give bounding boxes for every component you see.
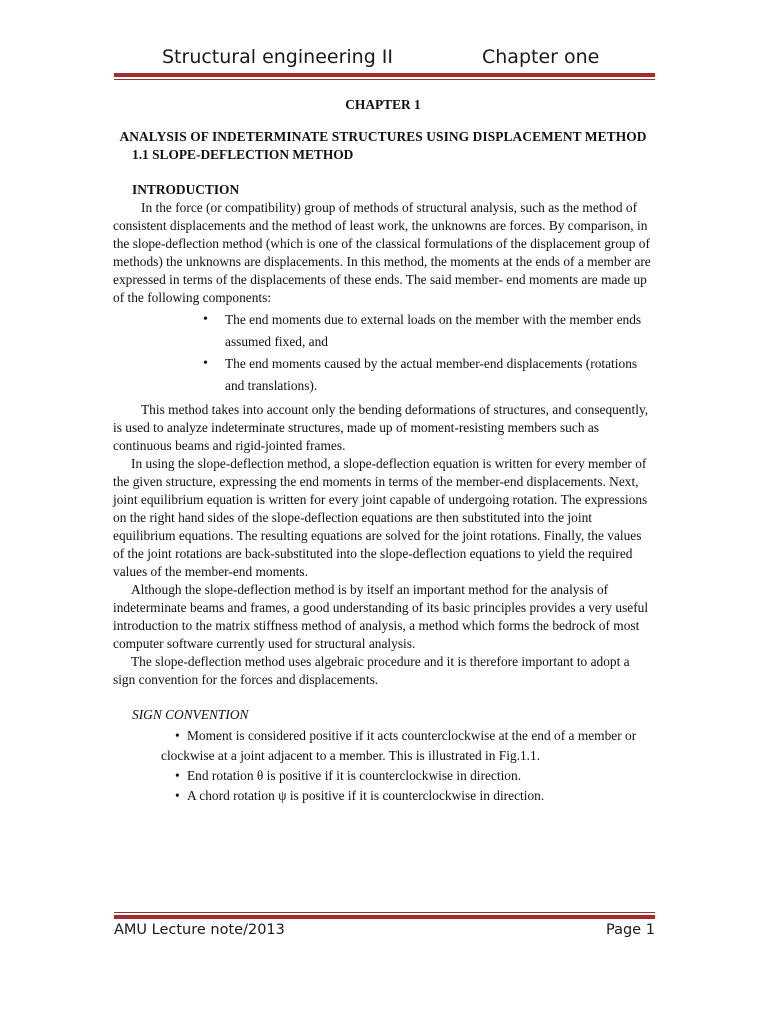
subsection-heading: INTRODUCTION: [132, 182, 240, 197]
paragraph-intro: In the force (or compatibility) group of methods of structural analysis, such as the method of consistent displacements and the method of least work, the unknowns are forces. By comparison, in the slope-deflection method (which is one of the classical formulations of the displacement group of methods) the unknowns are displacements. In this method, the moments at the ends of a member are expressed in terms of the displacements of these ends. The said member- end moments are made up of the following components:: [113, 200, 651, 305]
footer-source: AMU Lecture note/2013: [114, 922, 285, 938]
header-chapter-label: Chapter one: [482, 46, 600, 68]
list-item: • The end moments due to external loads on the member with the member ends assumed fixed, and: [203, 309, 653, 353]
list-item: • The end moments caused by the actual member-end displacements (rotations and translations).: [203, 353, 653, 397]
header-course-title: Structural engineering II: [162, 46, 394, 68]
header-rule: [114, 73, 655, 80]
footer-rule: [114, 912, 655, 919]
page-number: Page 1: [606, 922, 655, 938]
list-item: • End rotation θ is positive if it is counterclockwise in direction.: [175, 768, 522, 783]
sign-convention-list: [113, 726, 653, 806]
page-footer: [0, 922, 768, 946]
section-heading: 1.1 SLOPE-DEFLECTION METHOD: [132, 147, 354, 162]
components-list: [113, 309, 653, 397]
chapter-label: CHAPTER 1: [345, 97, 421, 112]
paragraph-matrix-stiffness: Although the slope-deflection method is by itself an important method for the analysis of indeterminate beams and frames, a good understanding of its basic principles provides a very useful introduction to the matrix stiffness method of analysis, a method which forms the bedrock of most computer software currently used for structural analysis.: [113, 582, 649, 651]
paragraph-bending: This method takes into account only the bending deformations of structures, and consequently, is used to analyze indeterminate structures, made up of moment-resisting members such as continuous beams and rigid-jointed frames.: [113, 402, 649, 453]
list-item: • A chord rotation ψ is positive if it is counterclockwise in direction.: [175, 788, 545, 803]
paragraph-sign-intro: The slope-deflection method uses algebraic procedure and it is therefore important to adopt a sign convention for the forces and displacements.: [113, 654, 630, 687]
paragraph-procedure: In using the slope-deflection method, a slope-deflection equation is written for every member of the given structure, expressing the end moments in terms of the member-end displacements. Next, joint equilibrium equation is written for every joint capable of undergoing rotation. The expressions on the right hand sides of the slope-deflection equations are then substituted into the joint equilibrium equations. The resulting equations are solved for the joint rotations. Finally, the values of the joint rotations are back-substituted into the slope-deflection equations to yield the required values of the member-end moments.: [113, 456, 648, 579]
page-header: [0, 44, 768, 74]
sign-convention-heading: SIGN CONVENTION: [132, 707, 249, 722]
chapter-title: ANALYSIS OF INDETERMINATE STRUCTURES USING DISPLACEMENT METHOD: [119, 129, 647, 144]
page-body: [113, 92, 653, 806]
list-item: • Moment is considered positive if it acts counterclockwise at the end of a member or clockwise at a joint adjacent to a member. This is illustrated in Fig.1.1.: [161, 728, 637, 763]
